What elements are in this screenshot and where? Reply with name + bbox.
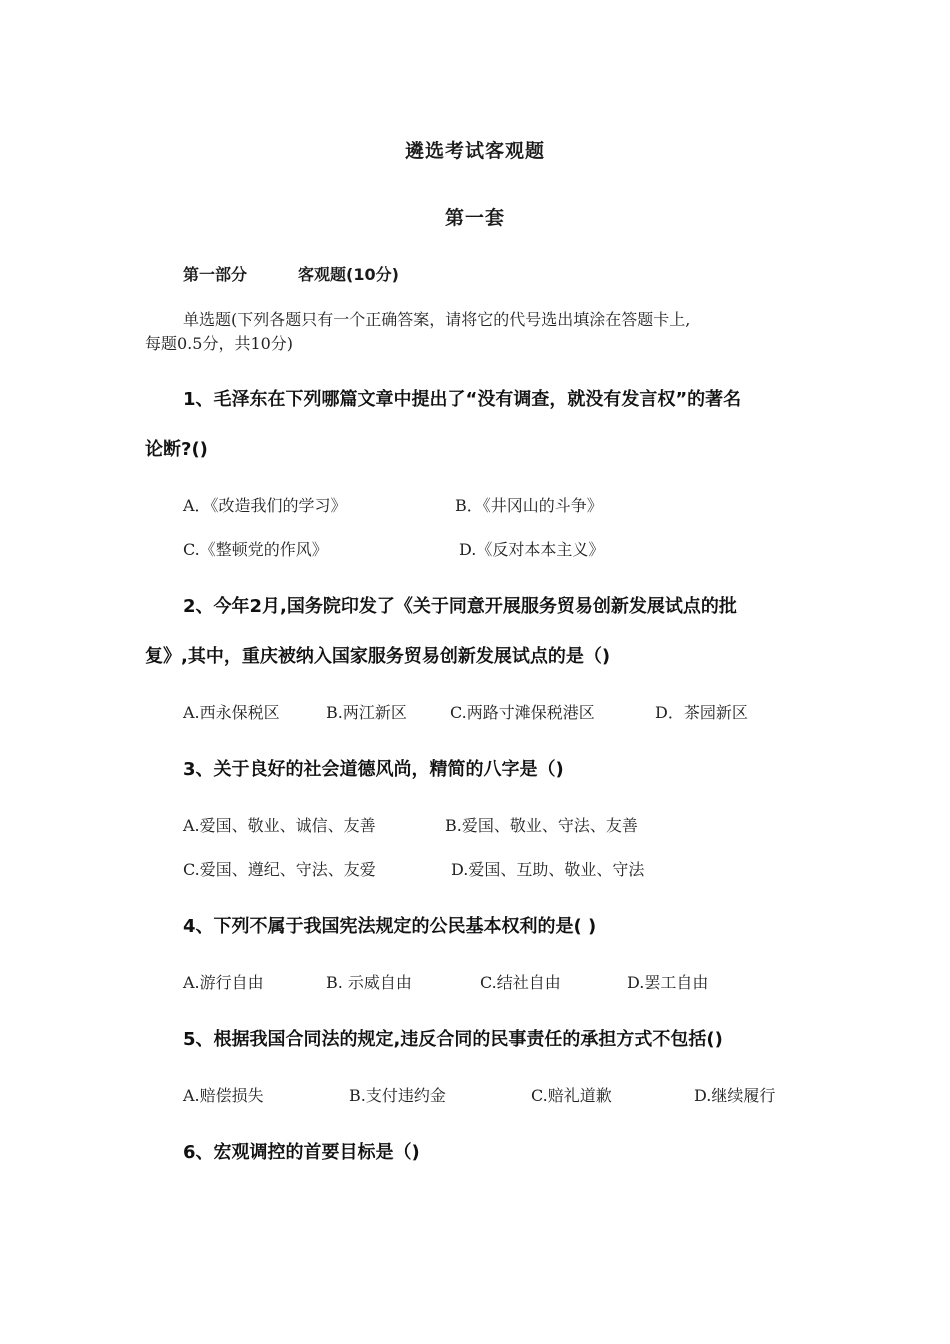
question-text-line: 5、根据我国合同法的规定,违反合同的民事责任的承担方式不包括(): [183, 1029, 723, 1050]
option-b: B.两江新区: [326, 703, 407, 722]
option-c: C.《整顿党的作风》: [183, 540, 328, 559]
option-a: A.爱国、敬业、诚信、友善: [183, 816, 376, 835]
option-b: B.支付违约金: [349, 1086, 446, 1105]
option-c: C.爱国、遵纪、守法、友爱: [183, 860, 376, 879]
question-text-line: 复》,其中，重庆被纳入国家服务贸易创新发展试点的是（): [145, 646, 611, 667]
question-text-line: 6、宏观调控的首要目标是（): [183, 1142, 420, 1163]
option-a: A.西永保税区: [183, 703, 280, 722]
option-d: D.《反对本本主义》: [459, 540, 605, 559]
option-a: A.赔偿损失: [183, 1086, 264, 1105]
question-text-line: 4、下列不属于我国宪法规定的公民基本权利的是( ): [183, 916, 597, 937]
section-part-label: 第一部分: [183, 265, 248, 284]
option-d: D．茶园新区: [655, 703, 748, 722]
option-a: A.游行自由: [183, 973, 264, 992]
question-text-line: 3、关于良好的社会道德风尚，精简的八字是（): [183, 759, 564, 780]
option-d: D.罢工自由: [627, 973, 709, 992]
option-b: B.爱国、敬业、守法、友善: [445, 816, 638, 835]
instructions-line-2: 每题0.5分，共10分): [145, 334, 294, 353]
question-text-line: 论断?(): [145, 439, 208, 460]
question-text-line: 2、今年2月,国务院印发了《关于同意开展服务贸易创新发展试点的批: [183, 596, 737, 617]
option-c: C.赔礼道歉: [531, 1086, 612, 1105]
document-subtitle: 第一套: [444, 207, 505, 229]
question-text-line: 1、毛泽东在下列哪篇文章中提出了“没有调查，就没有发言权”的著名: [183, 389, 742, 410]
option-d: D.爱国、互助、敬业、守法: [451, 860, 645, 879]
option-a: A．《改造我们的学习》: [183, 496, 347, 515]
section-name: 客观题(10分): [298, 265, 399, 284]
option-c: C.两路寸滩保税港区: [450, 703, 595, 722]
option-b: B．《井冈山的斗争》: [455, 496, 603, 515]
option-c: C.结社自由: [480, 973, 561, 992]
instructions-line-1: 单选题(下列各题只有一个正确答案，请将它的代号选出填涂在答题卡上,: [183, 310, 691, 329]
document-title: 遴选考试客观题: [404, 140, 545, 162]
option-d: D.继续履行: [694, 1086, 776, 1105]
option-b: B. 示威自由: [326, 973, 412, 992]
